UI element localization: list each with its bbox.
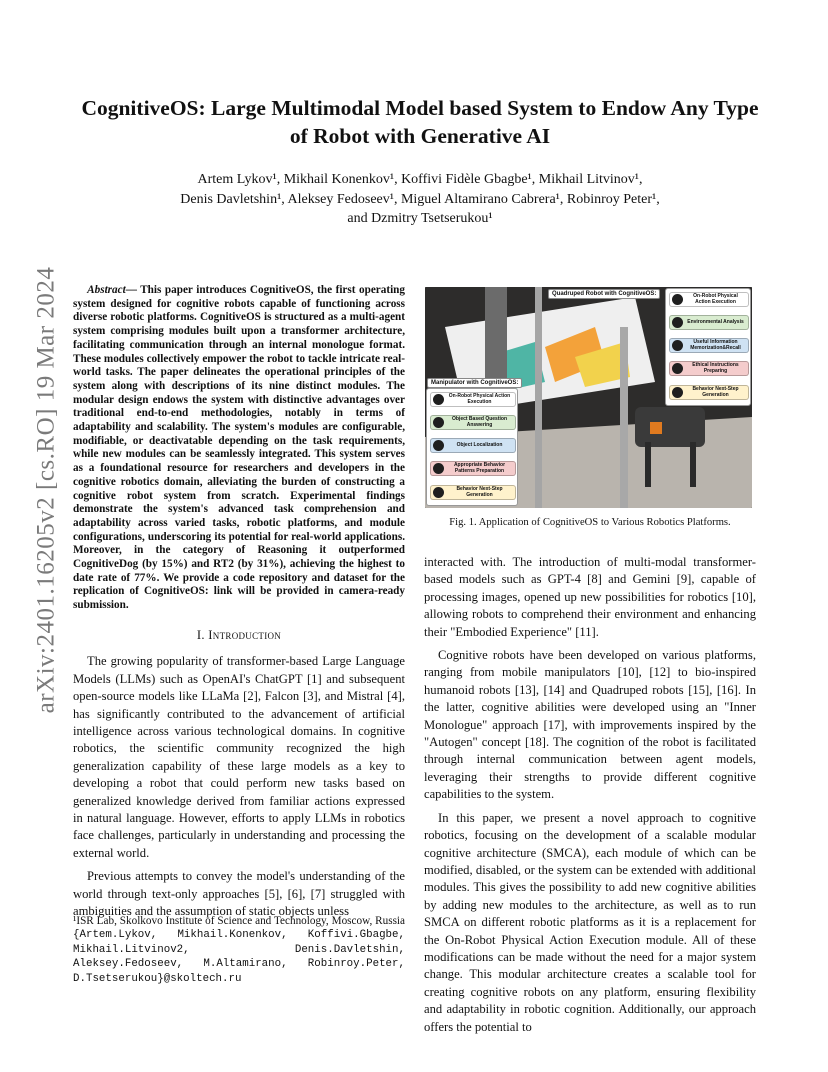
author-line-1: Artem Lykov¹, Mikhail Konenkov¹, Koffivi Fidèle Gbagbe¹, Mikhail Litvinov¹, (197, 172, 643, 187)
patterns-icon (433, 463, 444, 474)
figure-caption: Fig. 1. Application of CognitiveOS to Various Robotics Platforms. (449, 517, 731, 528)
footnote-affiliation: ¹ISR Lab, Skolkovo Institute of Science and Technology, Moscow, Russia (73, 915, 405, 927)
manipulator-module-3: Object Localization (430, 438, 516, 453)
section-heading-introduction: I. Introduction (196, 627, 282, 642)
right-paragraph-1: Cognitive robots have been developed on various platforms, ranging from mobile manipulators [10], [12] to bio-inspired humanoid robots [13], [14] and Quadruped robots [15], [16]. In the latter, cognitive abilities were developed using an "Inner Monologue" approach [17], with improvements inspired by the "Autogen" concept [18]. The cognition of the robot is facilitated through internal communication between agent models, leveraging their strengths to provide different cognitive capabilities to the system. (424, 648, 756, 802)
footnote-emails: {Artem.Lykov, Mikhail.Konenkov, Koffivi.Gbagbe, Mikhail.Litvinov2, Denis.Davletshin, Aleksey.Fedoseev, M.Altamirano, Robinroy.Peter, D.Tsetserukou}@skoltech.ru (73, 929, 405, 985)
question-icon (433, 417, 444, 428)
database-icon (672, 340, 683, 351)
manipulator-module-5: Behavior Next-Step Generation (430, 485, 516, 500)
figure-1 (425, 287, 752, 508)
author-line-3: and Dzmitry Tsetserukou¹ (347, 211, 493, 226)
intro-paragraph-1: The growing popularity of transformer-based Large Language Models (LLMs) such as OpenAI's ChatGPT [1] and subsequent open-source models like LLaMa [2], Falcon [3], and Mistral [4], has significantly contributed to the advancement of artificial intelligence across various technological domains. In cognitive robotics, the scientific community recognized the high generalization capability of these large models as a key to developing a robot that could perform new tasks based on generalized knowledge derived from familiar actions expressed in natural language. However, efforts to apply LLMs in robotics face challenges, particularly in understanding and processing the external world. (73, 654, 405, 860)
abstract (73, 284, 405, 613)
author-list (90, 170, 750, 229)
abstract-label: Abstract (87, 284, 126, 296)
manipulator-module-1: On-Robot Physical Action Execution (430, 392, 516, 407)
eye-icon (672, 317, 683, 328)
right-column (424, 554, 756, 1042)
quadruped-module-2: Environmental Analysis (669, 315, 749, 330)
manipulator-module-4: Appropriate Behavior Patterns Preparation (430, 461, 516, 476)
manipulator-panel-title: Manipulator with CognitiveOS: (427, 378, 522, 388)
affiliation-footnote (73, 915, 405, 986)
quadruped-module-4: Ethical Instructions Preparing (669, 361, 749, 376)
left-column (73, 284, 405, 926)
right-paragraph-0: interacted with. The introduction of multi-modal transformer-based models such as GPT-4 [8] and Gemini [9], capable of processing images, opened up new possibilities for robotics [10], allowing robots to comprehend their environment and enhancing their "Embodied Experience" [11]. (424, 555, 756, 639)
quadruped-modules-panel (665, 288, 751, 406)
robot-arm-icon (433, 394, 444, 405)
author-line-2: Denis Davletshin¹, Aleksey Fedoseev¹, Miguel Altamirano Cabrera¹, Robinroy Peter¹, (180, 191, 660, 207)
quadruped-panel-title: Quadruped Robot with CognitiveOS: (548, 289, 660, 299)
robot-icon (672, 387, 683, 398)
manipulator-module-2: Object Based Question Answering (430, 415, 516, 430)
paper-title: CognitiveOS: Large Multimodal Model based System to Endow Any Type of Robot with Generative AI (81, 96, 759, 148)
right-paragraph-2: In this paper, we present a novel approach to cognitive robotics, focusing on the development of a scalable modular cognitive architecture (SMCA), each module of which can be modified, disabled, or the system can be extended with additional modules. This gives the possibility to add new cognitive abilities by adding new modules to the architecture, as well as to run SMCA on different robotic platforms as it is a replacement for the On-Robot Physical Action Execution module. All of these modifications can be made without the need for a major system change. This modular architecture creates a scalable tool for creating cognitive robots on any platform, ensuring flexibility and adaptability in robotic cognition. Additionally, our approach offers the potential to (424, 810, 756, 1034)
magnifier-icon (433, 440, 444, 451)
robot-arm-icon (672, 294, 683, 305)
abstract-text: — This paper introduces CognitiveOS, the first operating system designed for cognitive robots capable of functioning across diverse robotic platforms. CognitiveOS is structured as a multi-agent system comprising modules built upon a transformer architecture, facilitating communication through an internal monologue format. These modules collectively empower the robot to tackle intricate real-world tasks. The paper delineates the operational principles of the system along with descriptions of its nine distinct modules. The modular design endows the system with distinctive advantages over traditional end-to-end methodologies, notably in terms of adaptability and scalability. The system's modules are configurable, modifiable, or deactivatable depending on the task requirements, while new modules can be seamlessly integrated. This system serves as a foundational resource for researchers and developers in the cognitive robotics domain, alleviating the burden of constructing a cognitive robot system from scratch. Experimental findings demonstrate the system's advanced task comprehension and adaptability across varied tasks, robotic platforms, and module configurations, underscoring its potential for real-world applications. Moreover, in the category of Reasoning it outperformed CognitiveDog (by 15%) and RT2 (by 31%), achieving the highest to date rate of 77%. We provide a code repository and dataset for the replication of CognitiveOS: link will be provided in camera-ready submission. (73, 284, 405, 612)
intro-paragraph-2: Previous attempts to convey the model's understanding of the world through text-only approaches [5], [6], [7] struggled with ambiguities and the assumption of static objects unless (73, 869, 405, 918)
quadruped-module-1: On-Robot Physical Action Execution (669, 292, 749, 307)
quadruped-module-5: Behavior Next-Step Generation (669, 385, 749, 400)
quadruped-module-3: Useful Information Memorization&Recall (669, 338, 749, 353)
ethics-icon (672, 363, 683, 374)
manipulator-modules-panel (426, 388, 518, 506)
robot-icon (433, 487, 444, 498)
arxiv-identifier: arXiv:2401.16205v2 [cs.RO] 19 Mar 2024 (32, 266, 60, 714)
